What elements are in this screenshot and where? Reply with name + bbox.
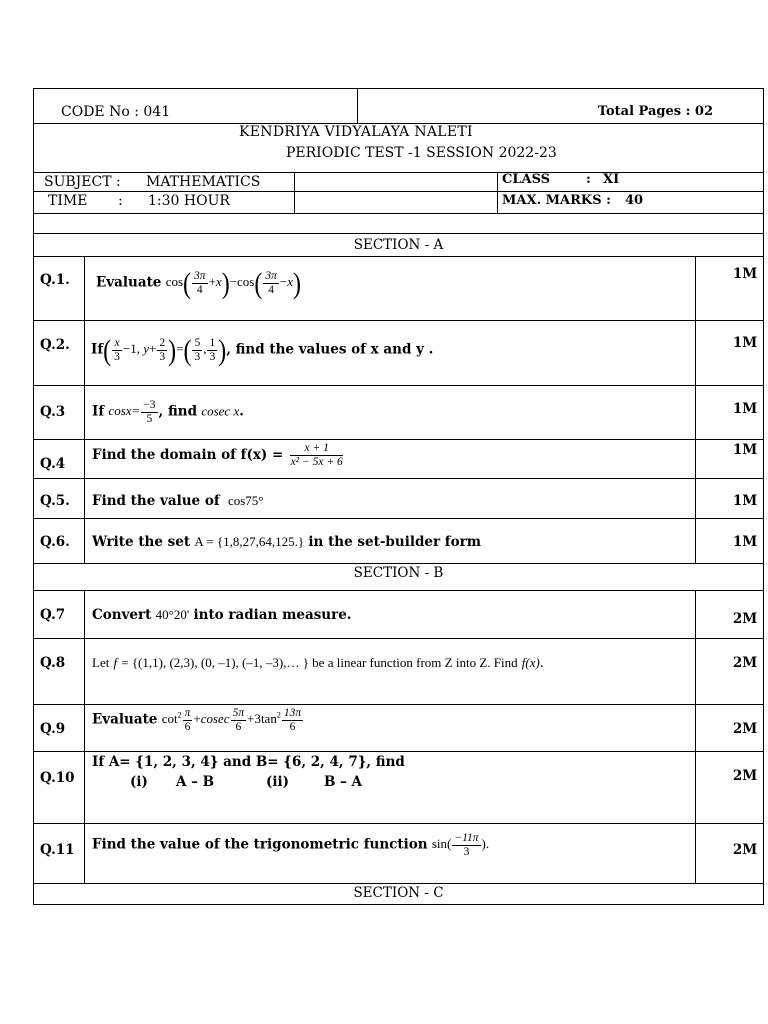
math-expression: $\frac{x + 1}{\text{x² − 5x + 6}}$ <box>290 442 343 468</box>
question-row <box>33 638 764 705</box>
test-name: PERIODIC TEST -1 SESSION 2022-23 <box>286 145 557 161</box>
header-info-rows <box>33 172 764 214</box>
subject-value: MATHEMATICS <box>146 174 261 190</box>
math-expression: cos( $\frac{3\pi}{4}$ +x)−cos( $\frac{3\pi}{4}$ −x) <box>165 267 302 300</box>
question-number: Q.10 <box>40 770 75 786</box>
subpart-text: A – B <box>176 774 215 790</box>
question-text: Evaluate $\cot^2$ $\frac{\pi}{6}$ +cosec $\frac{5\pi}{6}$ $+3\tan^2$ $\frac{13\pi}{6}$ <box>92 707 304 734</box>
subpart-number: (i) <box>130 774 148 790</box>
question-number: Q.11 <box>40 842 75 858</box>
question-row <box>33 439 764 479</box>
question-number: Q.7 <box>40 607 66 623</box>
subpart-number: (ii) <box>266 774 290 790</box>
school-name: KENDRIYA VIDYALAYA NALETI <box>239 124 473 140</box>
question-row <box>33 704 764 752</box>
section-b-title: SECTION - B <box>353 565 444 581</box>
question-marks: 2M <box>732 611 758 627</box>
question-number: Q.6. <box>40 534 70 550</box>
class-separator: : <box>586 172 591 187</box>
math-expression: sin( $\frac{-11\pi}{3}$ ). <box>431 832 490 858</box>
math-expression: cos75° <box>227 493 264 508</box>
question-text: If A= {1, 2, 3, 4} and B= {6, 2, 4, 7}, find <box>92 754 405 770</box>
time-value: 1:30 HOUR <box>148 193 230 209</box>
question-number: Q.8 <box>40 655 66 671</box>
question-number: Q.9 <box>40 721 66 737</box>
total-pages: Total Pages : 02 <box>597 104 713 119</box>
section-a-title: SECTION - A <box>353 237 444 253</box>
question-number: Q.2. <box>40 337 70 353</box>
section-c-title: SECTION - C <box>353 885 444 901</box>
question-row <box>33 751 764 824</box>
max-marks-label: MAX. MARKS : <box>502 193 611 208</box>
question-marks: 1M <box>732 401 758 417</box>
header-school-row <box>33 123 764 173</box>
class-label: CLASS <box>502 172 551 187</box>
question-row <box>33 823 764 884</box>
class-value: XI <box>603 172 620 187</box>
question-text: Convert 40°20' into radian measure. <box>92 607 352 623</box>
section-b-row <box>33 564 764 591</box>
question-text: Find the value of the trigonometric function sin( $\frac{-11\pi}{3}$ ). <box>92 832 490 858</box>
question-number: Q.4 <box>40 456 66 472</box>
question-row <box>33 518 764 564</box>
question-text: Let f = {(1,1), (2,3), (0, –1), (–1, –3),… } be a linear function from Z into Z. Find f(x). <box>92 655 544 671</box>
question-text: Evaluate cos( $\frac{3\pi}{4}$ +x)−cos( $\frac{3\pi}{4}$ −x) <box>96 267 302 300</box>
time-separator: : <box>118 193 123 209</box>
question-row <box>33 385 764 440</box>
question-marks: 1M <box>732 493 758 509</box>
question-marks: 1M <box>732 335 758 351</box>
question-marks: 2M <box>732 721 758 737</box>
question-number: Q.3 <box>40 404 66 420</box>
question-number: Q.5. <box>40 493 70 509</box>
math-expression: 40°20' <box>155 607 190 622</box>
question-marks: 2M <box>732 768 758 784</box>
question-marks: 2M <box>732 842 758 858</box>
math-expression: ( $\frac{x}{3}$ −1, y+ $\frac{2}{3}$ )=( $\frac{5}{3}$ , $\frac{1}{3}$ ) <box>103 334 227 367</box>
section-a-row <box>33 233 764 257</box>
question-text: Find the domain of f(x) = $\frac{x + 1}{\text{x² − 5x + 6}}$ <box>92 442 343 468</box>
math-expression: A = {1,8,27,64,125.} <box>194 534 305 549</box>
question-row <box>33 320 764 386</box>
question-text: Find the value of cos75° <box>92 493 264 509</box>
time-label: TIME <box>48 193 88 209</box>
question-text: If( $\frac{x}{3}$ −1, y+ $\frac{2}{3}$ )=( $\frac{5}{3}$ , $\frac{1}{3}$ ), find the values of x and y . <box>91 334 434 367</box>
question-number: Q.1. <box>40 272 70 288</box>
max-marks-value: 40 <box>625 193 644 208</box>
question-text: Write the set A = {1,8,27,64,125.} in the set-builder form <box>92 534 481 550</box>
subject-label: SUBJECT : <box>44 174 121 190</box>
math-expression: cosx= $\frac{-3}{5}$ <box>108 399 156 425</box>
header-code-row <box>33 88 764 124</box>
question-marks: 2M <box>732 655 758 671</box>
question-marks: 1M <box>732 442 758 458</box>
question-text: If cosx= $\frac{-3}{5}$ , find cosec x. <box>92 399 244 425</box>
section-c-row <box>33 883 764 905</box>
question-row <box>33 256 764 321</box>
question-row <box>33 590 764 639</box>
question-row <box>33 478 764 519</box>
question-marks: 1M <box>732 534 758 550</box>
math-expression: $\cot^2$ $\frac{\pi}{6}$ +cosec $\frac{5\pi}{6}$ $+3\tan^2$ $\frac{13\pi}{6}$ <box>161 707 302 733</box>
code-number: CODE No : 041 <box>61 104 171 120</box>
blank-row <box>33 213 764 234</box>
subpart-text: B – A <box>324 774 363 790</box>
question-marks: 1M <box>732 266 758 282</box>
